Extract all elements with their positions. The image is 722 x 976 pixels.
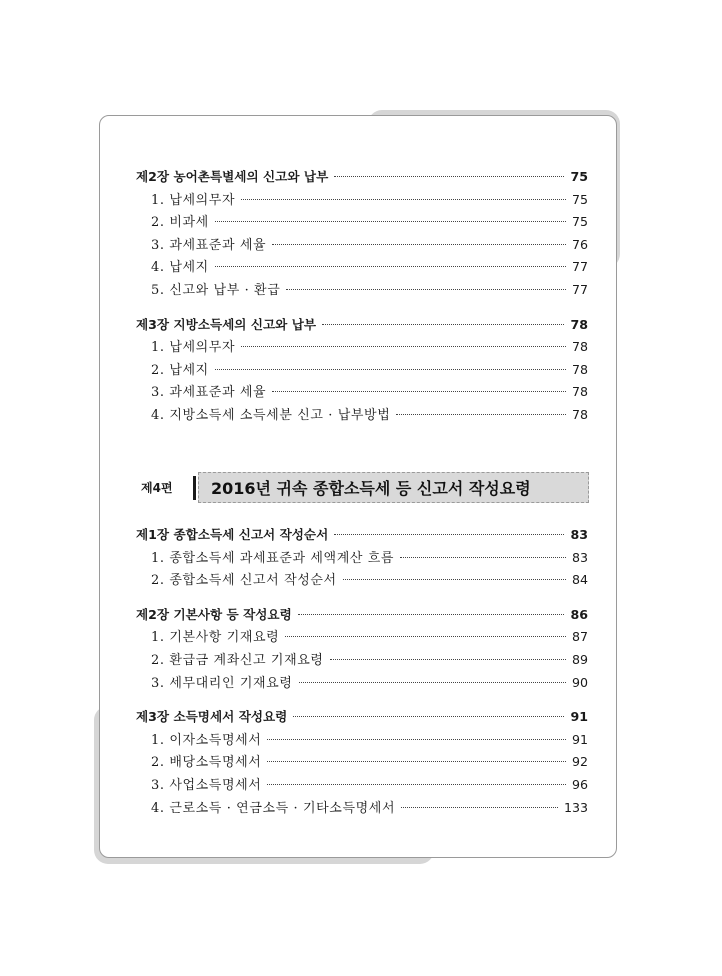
dot-leader (400, 557, 566, 558)
toc-page-number: 75 (571, 214, 588, 230)
toc-page-number: 77 (571, 281, 588, 297)
toc-entry-title: 1. 종합소득세 과세표준과 세액계산 흐름 (151, 550, 395, 566)
toc-item-row[interactable] (136, 672, 588, 695)
toc-entry-title: 제1장 종합소득세 신고서 작성순서 (136, 527, 329, 542)
toc-item-row[interactable] (136, 547, 588, 570)
toc-entry-title: 4. 근로소득 · 연금소득 · 기타소득명세서 (151, 800, 396, 816)
toc-entry-title: 제3장 지방소득세의 신고와 납부 (136, 316, 317, 332)
toc-item-row[interactable] (136, 381, 588, 404)
toc-item-row[interactable] (136, 649, 588, 672)
toc-gap (136, 592, 588, 604)
dot-leader (272, 244, 566, 245)
dot-leader (334, 534, 564, 535)
toc-entry-title: 4. 지방소득세 소득세분 신고 · 납부방법 (151, 407, 391, 423)
toc-entry-title: 2. 비과세 (151, 215, 209, 231)
toc-entry-title: 2. 납세지 (151, 362, 209, 378)
toc-page-number: 92 (571, 754, 588, 770)
dot-leader (334, 176, 564, 177)
toc-item-row[interactable] (136, 626, 588, 649)
toc-entry-title: 2. 배당소득명세서 (151, 755, 262, 771)
dot-leader (241, 346, 566, 347)
toc-item-row[interactable] (136, 189, 588, 212)
toc-page-number: 75 (571, 191, 588, 207)
dot-leader (343, 579, 566, 580)
toc-item-row[interactable] (136, 729, 588, 752)
toc-page-number: 84 (571, 572, 588, 588)
toc-page-number: 78 (571, 361, 588, 377)
dot-leader (241, 199, 566, 200)
toc-page-number: 87 (571, 629, 588, 645)
dot-leader (285, 636, 566, 637)
toc-page-number: 78 (570, 316, 588, 332)
toc-item-row[interactable] (136, 234, 588, 257)
dot-leader (267, 784, 566, 785)
dot-leader (298, 614, 565, 615)
toc-page-number: 133 (563, 799, 588, 815)
toc-item-row[interactable] (136, 211, 588, 234)
toc-entry-title: 제3장 소득명세서 작성요령 (136, 709, 288, 725)
toc-page-number: 76 (571, 236, 588, 252)
toc-item-row[interactable] (136, 797, 588, 820)
toc-page-number: 90 (571, 674, 588, 690)
part-heading (139, 470, 589, 505)
toc-item-row[interactable] (136, 569, 588, 592)
part-title: 2016년 귀속 종합소득세 등 신고서 작성요령 (198, 472, 589, 503)
toc-item-row[interactable] (136, 336, 588, 359)
dot-leader (330, 659, 566, 660)
toc-page-number: 78 (571, 339, 588, 355)
toc-entry-title: 3. 과세표준과 세율 (151, 237, 267, 253)
part-divider-bar (193, 476, 196, 500)
toc-page-number: 77 (571, 259, 588, 275)
toc-item-row[interactable] (136, 404, 588, 427)
toc-page-number: 83 (571, 549, 588, 565)
toc-chapter-row[interactable] (136, 314, 588, 337)
toc-chapter-row[interactable] (136, 524, 588, 547)
dot-leader (215, 369, 566, 370)
dot-leader (267, 739, 566, 740)
toc-entry-title: 3. 세무대리인 기재요령 (151, 675, 293, 691)
dot-leader (286, 289, 566, 290)
toc-page-number: 91 (570, 709, 588, 725)
toc-page-number: 89 (571, 651, 588, 667)
toc-item-row[interactable] (136, 359, 588, 382)
dot-leader (322, 324, 564, 325)
toc-entry-title: 5. 신고와 납부 · 환급 (151, 282, 281, 298)
toc-item-row[interactable] (136, 774, 588, 797)
toc-entry-title: 3. 과세표준과 세율 (151, 385, 267, 401)
dot-leader (396, 414, 566, 415)
toc-item-row[interactable] (136, 256, 588, 279)
dot-leader (401, 807, 558, 808)
dot-leader (215, 266, 566, 267)
toc-entry-title: 제2장 기본사항 등 작성요령 (136, 606, 292, 622)
dot-leader (267, 761, 566, 762)
toc-page-number: 75 (570, 169, 588, 184)
toc-entry-title: 1. 기본사항 기재요령 (151, 630, 280, 646)
toc-item-row[interactable] (136, 279, 588, 302)
toc-gap (136, 302, 588, 314)
dot-leader (272, 391, 566, 392)
toc-entry-title: 1. 납세의무자 (151, 340, 236, 356)
toc-chapter-row[interactable] (136, 604, 588, 627)
toc-section-part3 (136, 166, 588, 427)
dot-leader (299, 682, 566, 683)
toc-entry-title: 2. 종합소득세 신고서 작성순서 (151, 573, 337, 589)
toc-page-number: 96 (571, 776, 588, 792)
toc-entry-title: 1. 납세의무자 (151, 192, 236, 208)
toc-entry-title: 3. 사업소득명세서 (151, 777, 262, 793)
toc-item-row[interactable] (136, 751, 588, 774)
toc-gap (136, 694, 588, 706)
toc-section-part4 (136, 524, 588, 819)
toc-entry-title: 2. 환급금 계좌신고 기재요령 (151, 652, 324, 668)
toc-page-number: 78 (571, 406, 588, 422)
toc-page-number: 83 (570, 527, 588, 542)
toc-page-number: 91 (571, 731, 588, 747)
dot-leader (215, 221, 566, 222)
toc-page-number: 86 (570, 606, 588, 622)
toc-entry-title: 4. 납세지 (151, 260, 209, 276)
toc-entry-title: 1. 이자소득명세서 (151, 732, 262, 748)
toc-chapter-row[interactable] (136, 166, 588, 189)
toc-page-number: 78 (571, 384, 588, 400)
toc-entry-title: 제2장 농어촌특별세의 신고와 납부 (136, 169, 329, 184)
part-number: 제4편 (141, 481, 173, 495)
toc-chapter-row[interactable] (136, 706, 588, 729)
dot-leader (293, 716, 564, 717)
